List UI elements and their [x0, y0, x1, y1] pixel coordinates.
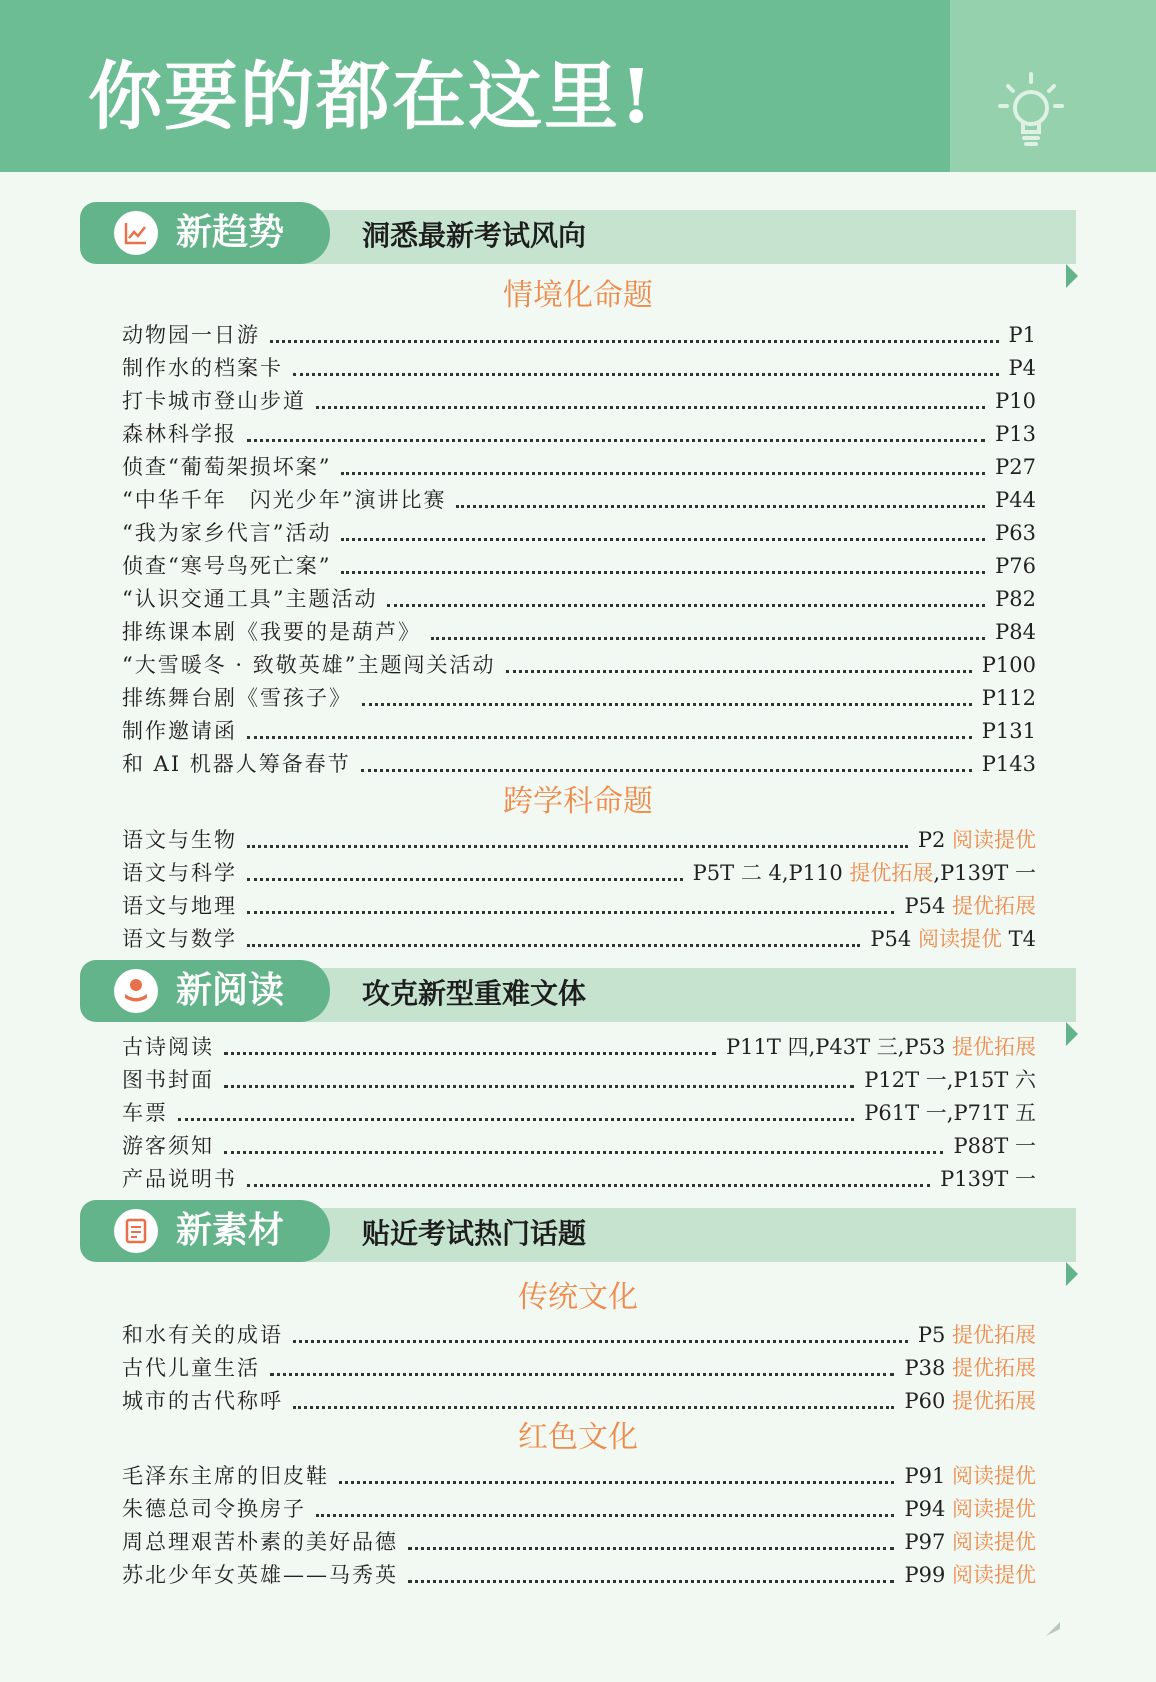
list-item[interactable] — [122, 1384, 1036, 1416]
tag-label: 提优拓展 — [952, 1356, 1036, 1380]
page-ref: P4 — [1008, 356, 1036, 380]
tag-label: 阅读提优 — [917, 927, 1002, 951]
item-title: 和 AI 机器人筹备春节 — [122, 752, 351, 776]
page-ref: P61T 一,P71T 五 — [864, 1101, 1036, 1125]
page-ref: P54 提优拓展 — [904, 894, 1036, 918]
page-ref: P76 — [995, 554, 1036, 578]
leader-dots — [293, 373, 999, 376]
list-item[interactable] — [122, 823, 1036, 855]
section-tab — [80, 960, 330, 1022]
tag-label: 提优拓展 — [952, 1389, 1036, 1413]
list-item[interactable] — [122, 351, 1036, 383]
list-item[interactable] — [122, 318, 1036, 350]
page-ref: P94 阅读提优 — [904, 1497, 1036, 1521]
leader-dots — [506, 670, 972, 673]
leader-dots — [361, 769, 972, 772]
leader-dots — [293, 1406, 894, 1409]
tag-label: 阅读提优 — [952, 1563, 1036, 1587]
section-name: 新阅读 — [176, 970, 285, 1011]
leader-dots — [247, 736, 972, 739]
item-title: “认识交通工具”主题活动 — [122, 587, 378, 611]
page-ref: P100 — [981, 653, 1036, 677]
page-ref: P84 — [995, 620, 1036, 644]
item-title: 毛泽东主席的旧皮鞋 — [122, 1464, 329, 1488]
group-title: 传统文化 — [518, 1280, 638, 1315]
leader-dots — [247, 944, 860, 947]
leader-dots — [270, 340, 999, 343]
list-item[interactable] — [122, 384, 1036, 416]
tag-label: 阅读提优 — [952, 1497, 1036, 1521]
item-title: 语文与地理 — [122, 894, 237, 918]
page-ref: P99 阅读提优 — [904, 1563, 1036, 1587]
list-item[interactable] — [122, 1129, 1036, 1161]
top-banner — [0, 0, 1156, 172]
leader-dots — [178, 1118, 854, 1121]
page-ref: P12T 一,P15T 六 — [864, 1068, 1036, 1092]
item-title: 城市的古代称呼 — [122, 1389, 283, 1413]
list-item[interactable] — [122, 450, 1036, 482]
leader-dots — [456, 505, 985, 508]
item-title: 排练课本剧《我要的是葫芦》 — [122, 620, 421, 644]
page-ref: P5T 二 4,P110 提优拓展,P139T 一 — [692, 861, 1036, 885]
tag-label: 提优拓展 — [952, 1323, 1036, 1347]
item-title: 制作邀请函 — [122, 719, 237, 743]
item-title: 打卡城市登山步道 — [122, 389, 306, 413]
tag-label: 阅读提优 — [952, 828, 1036, 852]
leader-dots — [247, 845, 908, 848]
leader-dots — [341, 472, 985, 475]
section-header-new-material — [80, 1200, 1076, 1266]
leader-dots — [247, 439, 985, 442]
tag-label: 提优拓展 — [952, 894, 1036, 918]
section-icon-circle — [114, 1209, 158, 1253]
list-item[interactable] — [122, 681, 1036, 713]
tag-label: 提优拓展 — [849, 861, 934, 885]
section-subtitle: 洞悉最新考试风向 — [362, 219, 587, 252]
leader-dots — [341, 538, 985, 541]
leader-dots — [408, 1547, 894, 1550]
tag-label: 提优拓展 — [952, 1035, 1036, 1059]
item-title: “大雪暖冬 · 致敬英雄”主题闯关活动 — [122, 653, 496, 677]
list-item[interactable] — [122, 1063, 1036, 1095]
page-ref: P1 — [1008, 323, 1036, 347]
page-ref: P88T 一 — [953, 1134, 1036, 1158]
item-title: 朱德总司令换房子 — [122, 1497, 306, 1521]
leader-dots — [316, 406, 985, 409]
page-ref: P44 — [995, 488, 1036, 512]
list-item[interactable] — [122, 1351, 1036, 1383]
list-item[interactable] — [122, 889, 1036, 921]
list-item[interactable] — [122, 1492, 1036, 1524]
item-title: 侦查“寒号鸟死亡案” — [122, 554, 332, 578]
list-item[interactable] — [122, 747, 1036, 779]
list-item[interactable] — [122, 1030, 1036, 1062]
list-item[interactable] — [122, 1318, 1036, 1350]
leader-dots — [362, 703, 972, 706]
page-ref: P11T 四,P43T 三,P53 提优拓展 — [726, 1035, 1036, 1059]
leader-dots — [293, 1340, 908, 1343]
list-item[interactable] — [122, 714, 1036, 746]
page-ref: P97 阅读提优 — [904, 1530, 1036, 1554]
list-item[interactable] — [122, 615, 1036, 647]
item-title: 古代儿童生活 — [122, 1356, 260, 1380]
leader-dots — [247, 1184, 930, 1187]
reading-person-icon — [122, 977, 150, 1005]
list-item[interactable] — [122, 1459, 1036, 1491]
page-ref: P13 — [995, 422, 1036, 446]
section-subtitle: 贴近考试热门话题 — [362, 1217, 587, 1250]
list-item[interactable] — [122, 856, 1036, 888]
page-ref: P82 — [995, 587, 1036, 611]
page-title: 你要的都在这里! — [88, 54, 655, 140]
item-title: “我为家乡代言”活动 — [122, 521, 332, 545]
leader-dots — [247, 878, 683, 881]
item-title: 制作水的档案卡 — [122, 356, 283, 380]
item-title: 动物园一日游 — [122, 323, 260, 347]
lightbulb-icon — [996, 66, 1066, 156]
page-ref: P38 提优拓展 — [904, 1356, 1036, 1380]
page-ref: P54 阅读提优 T4 — [870, 927, 1036, 951]
leader-dots — [224, 1052, 716, 1055]
page-ref: P139T 一 — [940, 1167, 1036, 1191]
item-title: 侦查“葡萄架损坏案” — [122, 455, 332, 479]
section-tab — [80, 1200, 330, 1262]
section-icon-circle — [114, 211, 158, 255]
section-header-new-reading — [80, 960, 1076, 1026]
item-title: 游客须知 — [122, 1134, 214, 1158]
page-ref: P27 — [995, 455, 1036, 479]
group-title: 情境化命题 — [503, 278, 653, 313]
leader-dots — [224, 1085, 854, 1088]
item-title: 图书封面 — [122, 1068, 214, 1092]
list-item[interactable] — [122, 922, 1036, 954]
list-item[interactable] — [122, 549, 1036, 581]
leader-dots — [316, 1514, 894, 1517]
section-icon-circle — [114, 969, 158, 1013]
section-name: 新趋势 — [176, 212, 285, 253]
list-item[interactable] — [122, 1162, 1036, 1194]
leader-dots — [408, 1580, 894, 1583]
list-item[interactable] — [122, 1558, 1036, 1590]
group-title: 红色文化 — [518, 1420, 638, 1455]
group-title: 跨学科命题 — [503, 784, 653, 819]
item-title: 排练舞台剧《雪孩子》 — [122, 686, 352, 710]
leader-dots — [224, 1151, 943, 1154]
item-title: “中华千年 闪光少年”演讲比赛 — [122, 488, 447, 512]
item-title: 车票 — [122, 1101, 168, 1125]
page-ref: P63 — [995, 521, 1036, 545]
section-name: 新素材 — [176, 1210, 285, 1251]
page-ref: P5 提优拓展 — [917, 1323, 1036, 1347]
section-notch — [1066, 1022, 1078, 1046]
list-item[interactable] — [122, 516, 1036, 548]
leader-dots — [247, 911, 894, 914]
leader-dots — [387, 604, 985, 607]
item-title: 语文与科学 — [122, 861, 237, 885]
item-title: 语文与数学 — [122, 927, 237, 951]
list-item[interactable] — [122, 417, 1036, 449]
tag-label: 阅读提优 — [952, 1464, 1036, 1488]
list-item[interactable] — [122, 483, 1036, 515]
item-title: 森林科学报 — [122, 422, 237, 446]
list-item[interactable] — [122, 1096, 1036, 1128]
page-ref: P91 阅读提优 — [904, 1464, 1036, 1488]
item-title: 古诗阅读 — [122, 1035, 214, 1059]
item-title: 产品说明书 — [122, 1167, 237, 1191]
item-title: 苏北少年女英雄——马秀英 — [122, 1563, 398, 1587]
list-item[interactable] — [122, 648, 1036, 680]
item-title: 和水有关的成语 — [122, 1323, 283, 1347]
leader-dots — [341, 571, 985, 574]
tag-label: 阅读提优 — [952, 1530, 1036, 1554]
list-item[interactable] — [122, 582, 1036, 614]
leader-dots — [339, 1481, 894, 1484]
section-tab — [80, 202, 330, 264]
list-item[interactable] — [122, 1525, 1036, 1557]
item-title: 语文与生物 — [122, 828, 237, 852]
item-title: 周总理艰苦朴素的美好品德 — [122, 1530, 398, 1554]
page-ref: P60 提优拓展 — [904, 1389, 1036, 1413]
page-ref: P131 — [981, 719, 1036, 743]
leader-dots — [270, 1373, 894, 1376]
corner-mark-icon — [1044, 1620, 1062, 1638]
page-ref: P2 阅读提优 — [917, 828, 1036, 852]
section-subtitle: 攻克新型重难文体 — [362, 977, 587, 1010]
page-ref: P112 — [981, 686, 1036, 710]
page-ref: P143 — [981, 752, 1036, 776]
notebook-icon — [122, 1217, 150, 1245]
leader-dots — [431, 637, 985, 640]
trend-chart-icon — [122, 219, 150, 247]
section-header-new-trend — [80, 202, 1076, 268]
page-ref: P10 — [995, 389, 1036, 413]
